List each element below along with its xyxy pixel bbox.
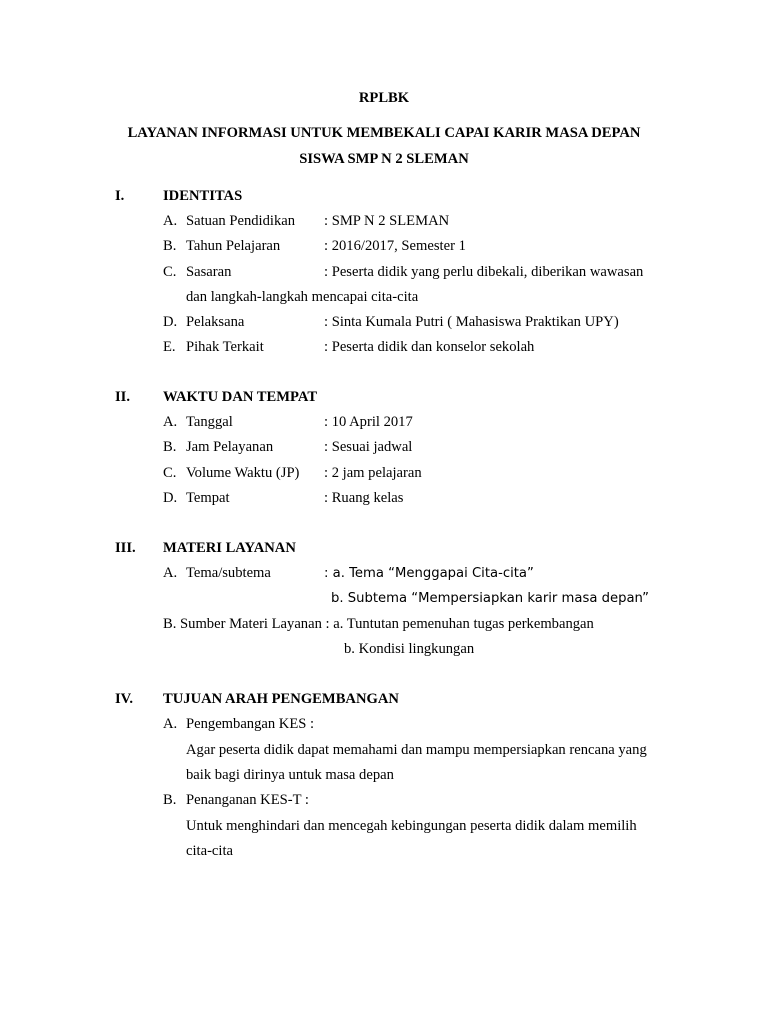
- document-subtitle-line1: LAYANAN INFORMASI UNTUK MEMBEKALI CAPAI KARIR MASA DEPAN: [127, 125, 641, 141]
- item-letter: B.: [163, 439, 177, 455]
- item-letter: C.: [163, 264, 177, 280]
- item-letter: A.: [163, 716, 178, 732]
- item-label: Sasaran: [186, 264, 232, 280]
- item-value: : Peserta didik yang perlu dibekali, diberikan wawasan: [324, 264, 644, 280]
- item-label: Penanganan KES-T :: [186, 792, 309, 808]
- item-letter: B.: [163, 238, 177, 254]
- item-value: : 10 April 2017: [324, 414, 413, 430]
- item-value: : 2016/2017, Semester 1: [324, 238, 466, 254]
- item-letter: A.: [163, 565, 178, 581]
- item-letter: E.: [163, 339, 176, 355]
- item-label: Volume Waktu (JP): [186, 465, 300, 481]
- item-paragraph-line: baik bagi dirinya untuk masa depan: [186, 767, 394, 783]
- item-paragraph-line: Agar peserta didik dapat memahami dan mampu mempersiapkan rencana yang: [186, 742, 647, 758]
- item-label: Satuan Pendidikan: [186, 213, 296, 229]
- item-label: Pelaksana: [186, 314, 245, 330]
- section-heading: TUJUAN ARAH PENGEMBANGAN: [163, 691, 399, 707]
- item-letter: C.: [163, 465, 177, 481]
- item-letter: B.: [163, 792, 177, 808]
- item-paragraph-line: Untuk menghindari dan mencegah kebingungan peserta didik dalam memilih: [186, 818, 637, 834]
- section-number: III.: [115, 540, 136, 556]
- section-number: IV.: [115, 691, 133, 707]
- item-value: : Sesuai jadwal: [324, 439, 413, 455]
- item-label: Tema/subtema: [186, 565, 271, 581]
- item-value-sub: b. Subtema “Mempersiapkan karir masa depan”: [331, 591, 650, 606]
- item-letter: A.: [163, 414, 178, 430]
- item-value-continuation: dan langkah-langkah mencapai cita-cita: [186, 289, 419, 305]
- item-label: Tahun Pelajaran: [186, 238, 281, 254]
- item-value: : 2 jam pelajaran: [324, 465, 422, 481]
- item-label: B. Sumber Materi Layanan : a. Tuntutan pemenuhan tugas perkembangan: [163, 616, 594, 632]
- item-value-sub: b. Kondisi lingkungan: [344, 641, 475, 657]
- item-letter: D.: [163, 314, 178, 330]
- item-value: : Ruang kelas: [324, 490, 404, 506]
- section-heading: WAKTU DAN TEMPAT: [163, 389, 318, 405]
- item-label: Pengembangan KES :: [186, 716, 315, 732]
- document-subtitle-line2: SISWA SMP N 2 SLEMAN: [299, 151, 469, 167]
- item-label: Jam Pelayanan: [186, 439, 274, 455]
- item-value: : a. Tema “Menggapai Cita-cita”: [324, 566, 534, 581]
- section-heading: MATERI LAYANAN: [163, 540, 296, 556]
- section-heading: IDENTITAS: [163, 188, 243, 204]
- document-title: RPLBK: [358, 90, 410, 106]
- section-number: II.: [115, 389, 131, 405]
- item-value: : Peserta didik dan konselor sekolah: [324, 339, 535, 355]
- item-value: : SMP N 2 SLEMAN: [324, 213, 450, 229]
- item-value: : Sinta Kumala Putri ( Mahasiswa Praktikan UPY): [324, 314, 619, 330]
- item-label: Tempat: [186, 490, 230, 506]
- item-paragraph-line: cita-cita: [186, 843, 233, 859]
- section-number: I.: [115, 188, 125, 204]
- item-label: Tanggal: [186, 414, 233, 430]
- item-letter: A.: [163, 213, 178, 229]
- item-label: Pihak Terkait: [186, 339, 264, 355]
- item-letter: D.: [163, 490, 178, 506]
